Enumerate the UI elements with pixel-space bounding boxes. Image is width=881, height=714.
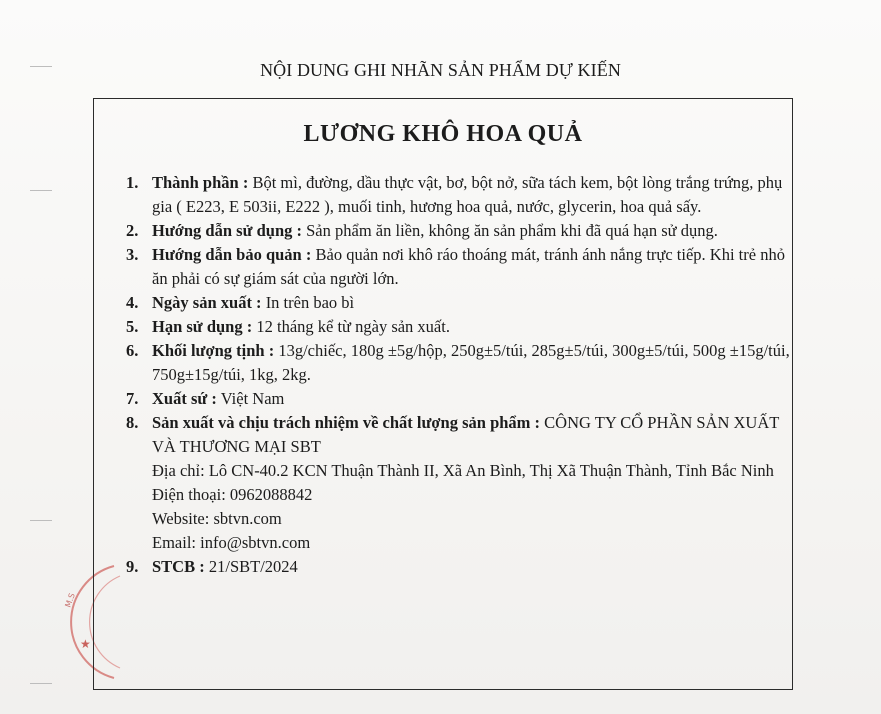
svg-text:★: ★ <box>80 637 91 651</box>
company-email: Email: info@sbtvn.com <box>152 533 311 552</box>
list-item <box>126 315 796 339</box>
item-text: 21/SBT/2024 <box>204 557 298 576</box>
item-number: 7. <box>126 389 139 408</box>
label-items-list <box>126 171 796 579</box>
list-item <box>126 219 796 243</box>
item-text: Bảo quản nơi khô ráo thoáng mát, tránh ánh nắng trực tiếp. Khi trẻ nhỏ ăn phải có sự giám sát của người lớn. <box>152 245 785 288</box>
list-item <box>126 387 796 411</box>
label-content-box <box>93 98 793 690</box>
item-number: 8. <box>126 413 139 432</box>
item-label: Hướng dẫn sử dụng : <box>152 221 302 240</box>
item-text: 12 tháng kể từ ngày sản xuất. <box>252 317 450 336</box>
item-number: 3. <box>126 245 139 264</box>
list-item <box>126 243 796 291</box>
margin-mark <box>30 683 52 684</box>
item-text: 13g/chiếc, 180g ±5g/hộp, 250g±5/túi, 285g±5/túi, 300g±5/túi, 500g ±15g/túi, 750g±15g/túi, 1kg, 2kg. <box>152 341 790 384</box>
list-item <box>126 555 796 579</box>
item-label: Thành phần : <box>152 173 249 192</box>
item-text: Sản phẩm ăn liền, không ăn sản phẩm khi đã quá hạn sử dụng. <box>302 221 718 240</box>
item-number: 6. <box>126 341 139 360</box>
item-label: Sản xuất và chịu trách nhiệm về chất lượng sản phẩm : <box>152 413 541 432</box>
item-label: STCB : <box>152 557 205 576</box>
item-number: 1. <box>126 173 139 192</box>
company-phone: Điện thoại: 0962088842 <box>152 485 313 504</box>
list-item <box>126 171 796 219</box>
item-text: Bột mì, đường, dầu thực vật, bơ, bột nở, sữa tách kem, bột lòng trắng trứng, phụ gia ( E223, E 503ii, E222 ), muối tinh, hương hoa quả, nước, glycerin, hoa quả sấy. <box>152 173 783 216</box>
list-item <box>126 411 796 555</box>
svg-text:M.S: M.S <box>63 591 77 609</box>
item-text: In trên bao bì <box>261 293 355 312</box>
list-item <box>126 291 796 315</box>
margin-mark <box>30 520 52 521</box>
item-label: Khối lượng tịnh : <box>152 341 275 360</box>
item-number: 9. <box>126 557 139 576</box>
item-number: 2. <box>126 221 139 240</box>
product-title: LƯƠNG KHÔ HOA QUẢ <box>303 121 583 147</box>
item-label: Ngày sản xuất : <box>152 293 262 312</box>
item-label: Hướng dẫn bảo quản : <box>152 245 312 264</box>
list-item <box>126 339 796 387</box>
item-number: 5. <box>126 317 139 336</box>
margin-mark <box>30 190 52 191</box>
item-label: Xuất sứ : <box>152 389 217 408</box>
item-text: Việt Nam <box>216 389 285 408</box>
item-number: 4. <box>126 293 139 312</box>
item-text: CÔNG TY CỔ PHẦN SẢN XUẤT VÀ THƯƠNG MẠI SBT <box>152 413 780 456</box>
company-address: Địa chỉ: Lô CN-40.2 KCN Thuận Thành II, Xã An Bình, Thị Xã Thuận Thành, Tỉnh Bắc Ninh <box>152 461 774 480</box>
document-header: NỘI DUNG GHI NHÃN SẢN PHẨM DỰ KIẾN <box>260 60 621 80</box>
company-website: Website: sbtvn.com <box>152 509 282 528</box>
item-label: Hạn sử dụng : <box>152 317 253 336</box>
